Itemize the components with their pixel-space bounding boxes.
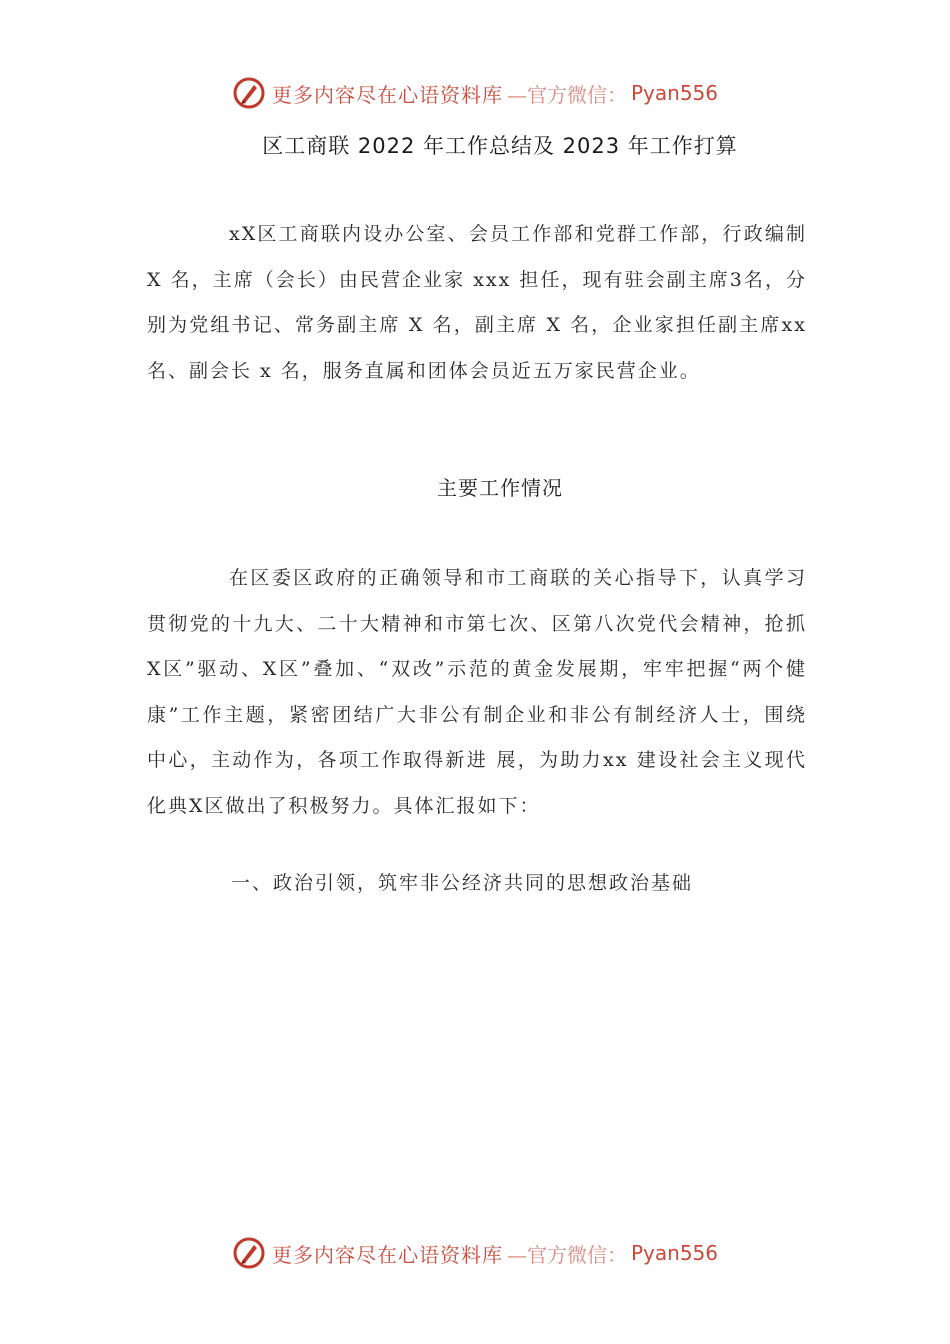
watermark-text: 更多内容尽在心语资料库 — [271, 1242, 503, 1267]
subheading-1: 一、政治引领，筑牢非公经济共同的思想政治基础 — [231, 872, 694, 894]
watermark-separator: —官方微信： — [506, 82, 627, 107]
pen-logo-icon — [232, 76, 266, 110]
intro-paragraph: xX区工商联内设办公室、会员工作部和党群工作部，行政编制 X 名，主席（会长）由民营企业家 xxx 担任，现有驻会副主席3名，分别为党组书记、常务副主席 X 名，副主席 X 名，企业家担任副主席xx 名、副会长 x 名，服务直属和团体会员近五万家民营企业。 — [147, 223, 807, 382]
watermark-text: 更多内容尽在心语资料库 — [271, 82, 503, 107]
header-watermark — [0, 76, 950, 110]
watermark-wechat-id: Pyan556 — [630, 81, 718, 105]
watermark-wechat-id: Pyan556 — [630, 1241, 718, 1265]
watermark-separator: —官方微信： — [506, 1242, 627, 1267]
body-paragraph: 在区委区政府的正确领导和市工商联的关心指导下，认真学习贯彻党的十九大、二十大精神和市第七次、区第八次党代会精神，抢抓X区”驱动、X区”叠加、“双改”示范的黄金发展期，牢牢把握“两个健康”工作主题，紧密团结广大非公有制企业和非公有制经济人士，围绕中心，主动作为，各项工作取得新进 展，为助力xx 建设社会主义现代化典X区做出了积极努力。具体汇报如下： — [147, 567, 807, 817]
section-heading: 主要工作情况 — [437, 476, 563, 500]
pen-logo-icon — [232, 1236, 266, 1270]
footer-watermark — [0, 1236, 950, 1270]
document-title: 区工商联 2022 年工作总结及 2023 年工作打算 — [262, 134, 738, 158]
